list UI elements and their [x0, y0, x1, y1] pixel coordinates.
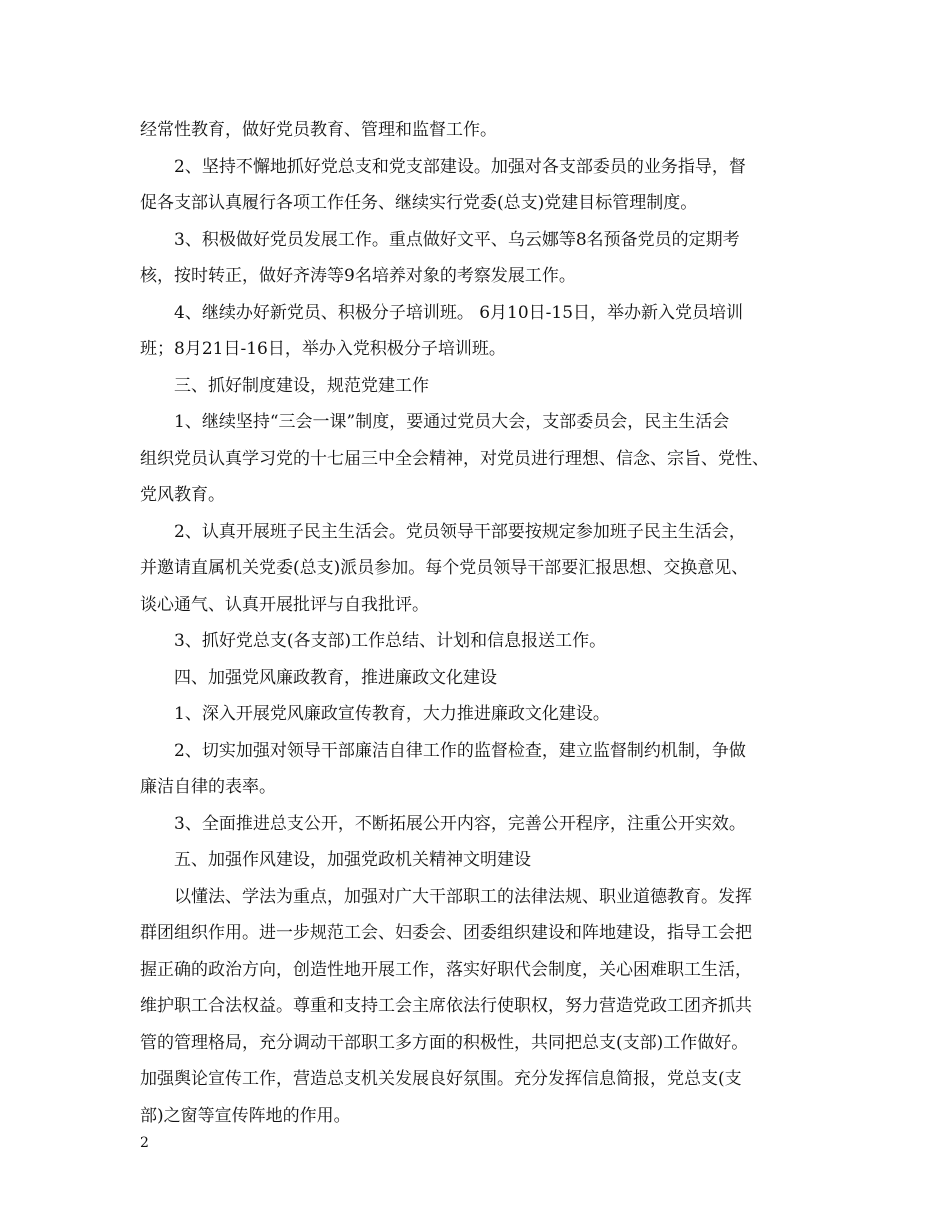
text-line: 加强舆论宣传工作，营造总支机关发展良好氛围。充分发挥信息简报，党总支(支 [140, 1069, 742, 1089]
text-line: 维护职工合法权益。尊重和支持工会主席依法行使职权，努力营造党政工团齐抓共 [140, 996, 752, 1016]
text-line: 3、全面推进总支公开，不断拓展公开内容，完善公开程序，注重公开实效。 [174, 813, 746, 834]
text-line: 组织党员认真学习党的十七届三中全会精神，对党员进行理想、信念、宗旨、党性、 [140, 448, 769, 469]
section-heading: 三、抓好制度建设，规范党建工作 [174, 375, 429, 396]
text-line: 班；8月21日-16日，举办入党积极分子培训班。 [140, 339, 506, 359]
section-heading: 五、加强作风建设，加强党政机关精神文明建设 [174, 850, 531, 870]
text-line: 3、积极做好党员发展工作。重点做好文平、乌云娜等8名预备党员的定期考 [174, 229, 740, 250]
text-line: 群团组织作用。进一步规范工会、妇委会、团委组织建设和阵地建设，指导工会把 [140, 923, 752, 943]
text-line: 2、坚持不懈地抓好党总支和党支部建设。加强对各支部委员的业务指导，督 [174, 156, 746, 177]
text-line: 2、认真开展班子民主生活会。党员领导干部要按规定参加班子民主生活会， [174, 521, 746, 542]
text-line: 1、继续坚持“三会一课”制度，要通过党员大会，支部委员会，民主生活会 [174, 412, 730, 432]
text-line: 管的管理格局，充分调动干部职工多方面的积极性，共同把总支(支部)工作做好。 [140, 1032, 749, 1053]
text-line: 1、深入开展党风廉政宣传教育，大力推进廉政文化建设。 [174, 704, 610, 724]
text-line: 核，按时转正，做好齐涛等9名培养对象的考察发展工作。 [140, 266, 576, 286]
text-line: 握正确的政治方向，创造性地开展工作，落实好职代会制度，关心困难职工生活， [140, 959, 752, 980]
text-line: 以懂法、学法为重点，加强对广大干部职工的法律法规、职业道德教育。发挥 [174, 886, 752, 907]
text-line: 党风教育。 [140, 485, 225, 505]
document-body [140, 112, 820, 1134]
page-number: 2 [140, 1135, 149, 1151]
text-line: 促各支部认真履行各项工作任务、继续实行党委(总支)党建目标管理制度。 [140, 193, 698, 213]
text-line: 并邀请直属机关党委(总支)派员参加。每个党员领导干部要汇报思想、交换意见、 [140, 558, 749, 578]
text-line: 2、切实加强对领导干部廉洁自律工作的监督检查，建立监督制约机制，争做 [174, 740, 746, 761]
text-line: 廉洁自律的表率。 [140, 777, 276, 797]
text-line: 经常性教育，做好党员教育、管理和监督工作。 [140, 120, 497, 140]
text-line: 4、继续办好新党员、积极分子培训班。 6月10日-15日，举办新入党员培训 [174, 302, 744, 323]
section-heading: 四、加强党风廉政教育，推进廉政文化建设 [174, 667, 497, 688]
text-line: 3、抓好党总支(各支部)工作总结、计划和信息报送工作。 [174, 631, 607, 651]
text-line: 谈心通气、认真开展批评与自我批评。 [140, 594, 429, 615]
text-line: 部)之窗等宣传阵地的作用。 [140, 1105, 351, 1126]
